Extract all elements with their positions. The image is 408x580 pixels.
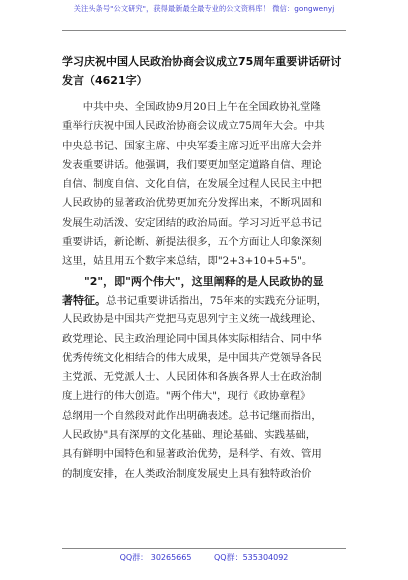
body-line-text: 人民政协"具有深厚的文化基础、理论基础、实践基础， — [62, 429, 317, 442]
body-line — [62, 194, 354, 213]
page-header: 关注头条号"公文研究"，获得最新最全最专业的公文资料库！ 微信：gongwenyj — [73, 4, 335, 13]
body-line — [62, 426, 354, 445]
body-line-text: 发展生动活泼、安定团结的政治局面。学习习近平总书记 — [62, 216, 322, 229]
body-line — [62, 252, 354, 271]
body-line-text: 发表重要讲话。他强调，我们要更加坚定道路自信、理论 — [62, 158, 322, 171]
body-line — [62, 98, 354, 117]
body-line — [62, 368, 354, 387]
footer-qq-group-1: QQ群： 30265665 — [119, 553, 192, 562]
body-line-text: 重举行庆祝中国人民政治协商会议成立75周年大会。中共 — [62, 120, 325, 133]
body-line-bold-text: 著特征。 — [62, 293, 106, 307]
body-line — [62, 156, 354, 175]
body-line — [62, 407, 354, 426]
body-line — [62, 330, 354, 349]
header-rule — [62, 30, 346, 31]
body-line-text: 自信、制度自信、文化自信，在发展全过程人民民主中把 — [62, 178, 322, 191]
body-line-text: 的制度安排，在人类政治制度发展史上具有独特政治价 — [62, 467, 312, 480]
body-line-text: 人民政协的显著政治优势更加充分发挥出来，不断巩固和 — [62, 197, 322, 210]
body-line-text: 主党派、无党派人士、人民团体和各族各界人士在政治制 — [62, 371, 322, 384]
body-line — [62, 445, 354, 464]
footer-qq-group-2: QQ群：535304092 — [214, 553, 289, 562]
body-line — [62, 349, 354, 368]
body-line-text: 人民政协是中国共产党把马克思列宁主义统一战线理论、 — [62, 313, 322, 326]
body-line — [62, 137, 354, 156]
body-line-text: 中共中央、全国政协9月20日上午在全国政协礼堂隆 — [62, 101, 321, 113]
body-line — [62, 465, 354, 484]
page-footer — [0, 552, 408, 563]
body-line-text: 总纲用一个自然段对此作出明确表述。总书记继而指出， — [62, 409, 322, 422]
body-line — [62, 214, 354, 233]
footer-rule — [62, 548, 346, 549]
body-line-text: 总书记重要讲话指出，75年来的实践充分证明， — [106, 294, 328, 307]
body-line — [62, 117, 354, 136]
title-line: 学习庆祝中国人民政治协商会议成立75周年重要讲话研讨 — [62, 55, 342, 68]
body-line — [62, 387, 354, 406]
body-line-text: 优秀传统文化相结合的伟大成果，是中国共产党领导各民 — [62, 351, 322, 364]
body-line-text: 政党理论、民主政治理论同中国具体实际相结合、同中华 — [62, 332, 322, 345]
body-line-text: 中央总书记、国家主席、中央军委主席习近平出席大会并 — [62, 139, 322, 152]
document-title — [62, 52, 352, 90]
body-line — [62, 233, 354, 252]
document-body — [62, 98, 354, 484]
body-line — [62, 175, 354, 194]
body-line-text: 具有鲜明中国特色和显著政治优势，是科学、有效、管用 — [62, 448, 322, 461]
body-line — [62, 291, 354, 310]
body-line-text: 度上进行的伟大创造。"两个伟大"，现行《政协章程》 — [62, 390, 311, 403]
body-line — [62, 272, 354, 291]
title-line: 发言（4621字） — [62, 74, 148, 87]
body-line-text: 重要讲话，新论断、新提法很多，五个方面让人印象深刻 — [62, 236, 322, 249]
body-line-text: 这里，姑且用五个数字来总结，即"2+3+10+5+5"。 — [62, 255, 313, 268]
body-line-bold-text: "2"，即"两个伟大"，这里阐释的是人民政协的显 — [62, 274, 324, 288]
body-line — [62, 310, 354, 329]
